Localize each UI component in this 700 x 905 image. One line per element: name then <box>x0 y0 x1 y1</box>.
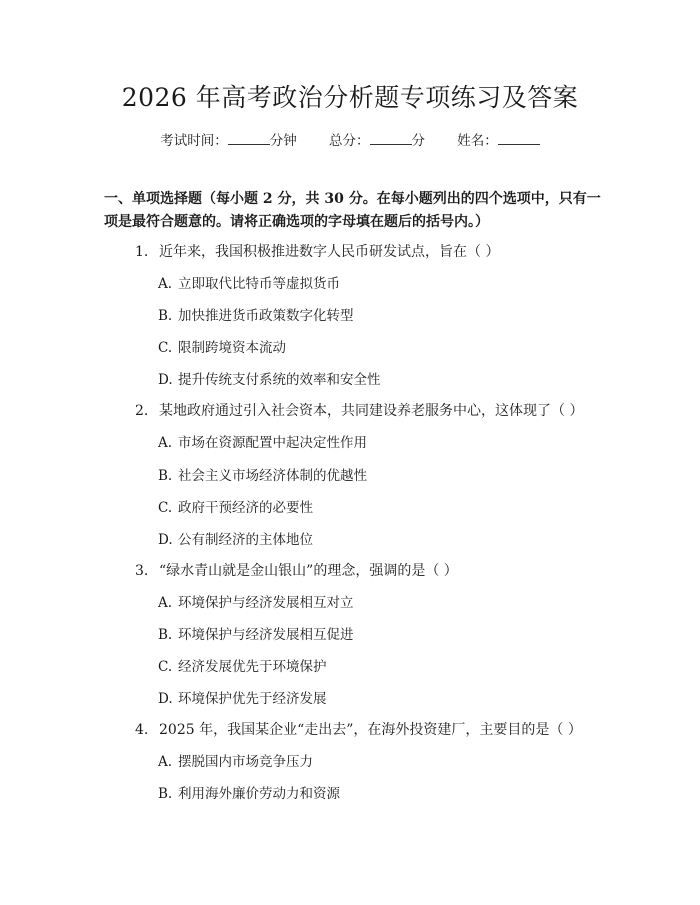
option-item <box>158 306 354 326</box>
option-text: 市场在资源配置中起决定性作用 <box>178 435 367 451</box>
option-item <box>158 274 340 294</box>
option-item <box>158 784 340 804</box>
option-letter: C. <box>158 500 173 516</box>
option-text: 经济发展优先于环境保护 <box>178 659 327 675</box>
option-text: 环境保护与经济发展相互促进 <box>178 627 354 643</box>
option-letter: B. <box>158 786 173 802</box>
option-letter: D. <box>158 372 173 388</box>
option-letter: A. <box>158 276 173 292</box>
question-number: 4. <box>135 722 149 738</box>
option-letter: D. <box>158 532 173 548</box>
option-text: 社会主义市场经济体制的优越性 <box>178 468 367 484</box>
option-text: 公有制经济的主体地位 <box>178 532 313 548</box>
score-blank <box>370 130 412 145</box>
question-text: 某地政府通过引入社会资本，共同建设养老服务中心，这体现了（ ） <box>159 403 584 419</box>
question-stem <box>135 401 583 421</box>
option-text: 立即取代比特币等虚拟货币 <box>178 276 340 292</box>
exam-info-row <box>0 130 700 151</box>
option-text: 提升传统支付系统的效率和安全性 <box>178 372 381 388</box>
option-text: 环境保护与经济发展相互对立 <box>178 595 354 611</box>
option-letter: D. <box>158 691 173 707</box>
option-item <box>158 338 286 358</box>
time-label: 考试时间： <box>160 133 228 149</box>
question-text: 近年来，我国积极推进数字人民币研发试点，旨在（ ） <box>159 244 500 260</box>
option-item <box>158 530 313 550</box>
score-unit: 分 <box>411 133 425 149</box>
total-score-field <box>329 130 425 151</box>
option-text: 政府干预经济的必要性 <box>178 500 313 516</box>
option-item <box>158 752 313 772</box>
question-number: 1. <box>135 244 149 260</box>
page-title: 2026 年高考政治分析题专项练习及答案 <box>121 83 579 112</box>
option-item <box>158 625 354 645</box>
option-text: 利用海外廉价劳动力和资源 <box>178 786 340 802</box>
option-letter: B. <box>158 308 173 324</box>
option-letter: C. <box>158 340 173 356</box>
question-stem <box>135 561 458 581</box>
exam-time-field <box>160 130 297 151</box>
option-text: 环境保护优先于经济发展 <box>178 691 327 707</box>
option-letter: B. <box>158 627 173 643</box>
question-text: “绿水青山就是金山银山”的理念，强调的是（ ） <box>159 563 458 579</box>
name-label: 姓名： <box>457 133 498 149</box>
option-text: 限制跨境资本流动 <box>178 340 286 356</box>
question-text: 2025 年，我国某企业“走出去”，在海外投资建厂，主要目的是（ ） <box>159 722 582 738</box>
option-item <box>158 466 367 486</box>
question-number: 3. <box>135 563 149 579</box>
question-stem <box>135 720 582 740</box>
option-letter: C. <box>158 659 173 675</box>
section-heading: 一、单项选择题（每小题 2 分，共 30 分。在每小题列出的四个选项中，只有一项是最符合题意的。请将正确选项的字母填在题后的括号内。） <box>104 191 601 230</box>
option-letter: A. <box>158 435 173 451</box>
option-item <box>158 593 354 613</box>
option-item <box>158 370 381 390</box>
question-stem <box>135 242 499 262</box>
time-unit: 分钟 <box>269 133 297 149</box>
time-blank <box>228 130 270 145</box>
option-letter: A. <box>158 595 173 611</box>
option-letter: A. <box>158 754 173 770</box>
option-item <box>158 498 313 518</box>
name-field <box>457 130 540 151</box>
score-label: 总分： <box>329 133 370 149</box>
question-number: 2. <box>135 403 149 419</box>
option-text: 加快推进货币政策数字化转型 <box>178 308 354 324</box>
option-item <box>158 433 367 453</box>
option-letter: B. <box>158 468 173 484</box>
option-text: 摆脱国内市场竞争压力 <box>178 754 313 770</box>
name-blank <box>498 130 540 145</box>
option-item <box>158 689 327 709</box>
option-item <box>158 657 327 677</box>
